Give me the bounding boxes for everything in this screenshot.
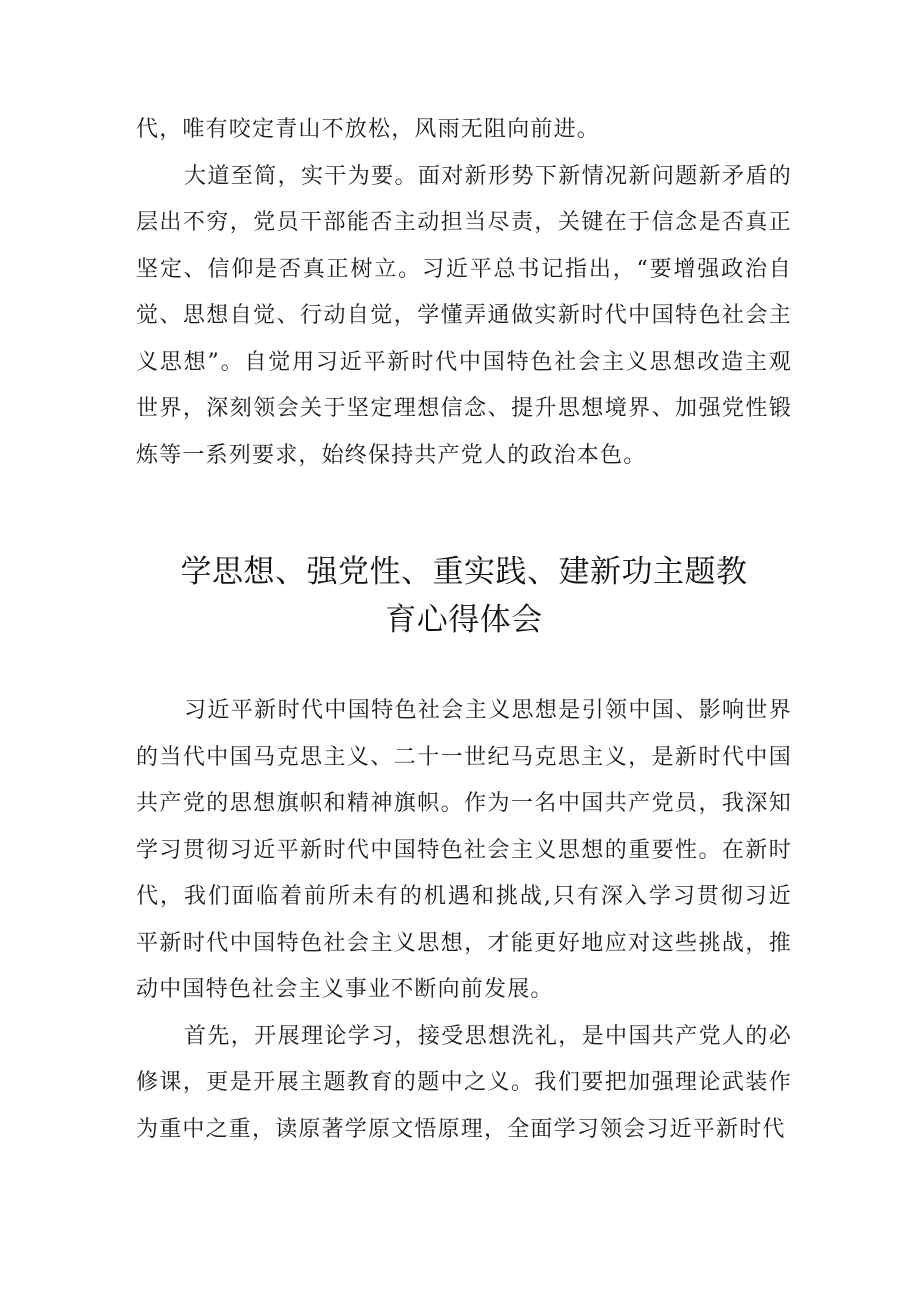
body-paragraph-2: 习近平新时代中国特色社会主义思想是引领中国、影响世界的当代中国马克思主义、二十一世纪马克思主义，是新时代中国共产党的思想旗帜和精神旗帜。作为一名中国共产党员，我深知学习贯彻习近平新时代中国特色社会主义思想的重要性。在新时代，我们面临着前所未有的机遇和挑战,只有深入学习贯彻习近平新时代中国特色社会主义思想，才能更好地应对这些挑战，推动中国特色社会主义事业不断向前发展。 [136,698,792,1002]
body-paragraph-1: 大道至简，实干为要。面对新形势下新情况新问题新矛盾的层出不穷，党员干部能否主动担当尽责，关键在于信念是否真正坚定、信仰是否真正树立。习近平总书记指出，“要增强政治自觉、思想自觉、行动自觉，学懂弄通做实新时代中国特色社会主义思想”。自觉用习近平新时代中国特色社会主义思想改造主观世界，深刻领会关于坚定理想信念、提升思想境界、加强党性锻炼等一系列要求，始终保持共产党人的政治本色。 [136,163,792,468]
lower-text-block [136,688,792,1153]
body-paragraph-3: 首先，开展理论学习，接受思想洗礼，是中国共产党人的必修课，更是开展主题教育的题中之义。我们要把加强理论武装作为重中之重，读原著学原文悟原理，全面学习领会习近平新时代 [136,1023,792,1142]
upper-text-block [136,107,792,479]
title-line-1: 学思想、强党性、重实践、建新功主题教 [180,554,748,590]
page-title [136,548,792,644]
title-line-2: 育心得体会 [385,602,543,638]
continuation-paragraph: 代，唯有咬定青山不放松，风雨无阻向前进。 [136,117,601,142]
